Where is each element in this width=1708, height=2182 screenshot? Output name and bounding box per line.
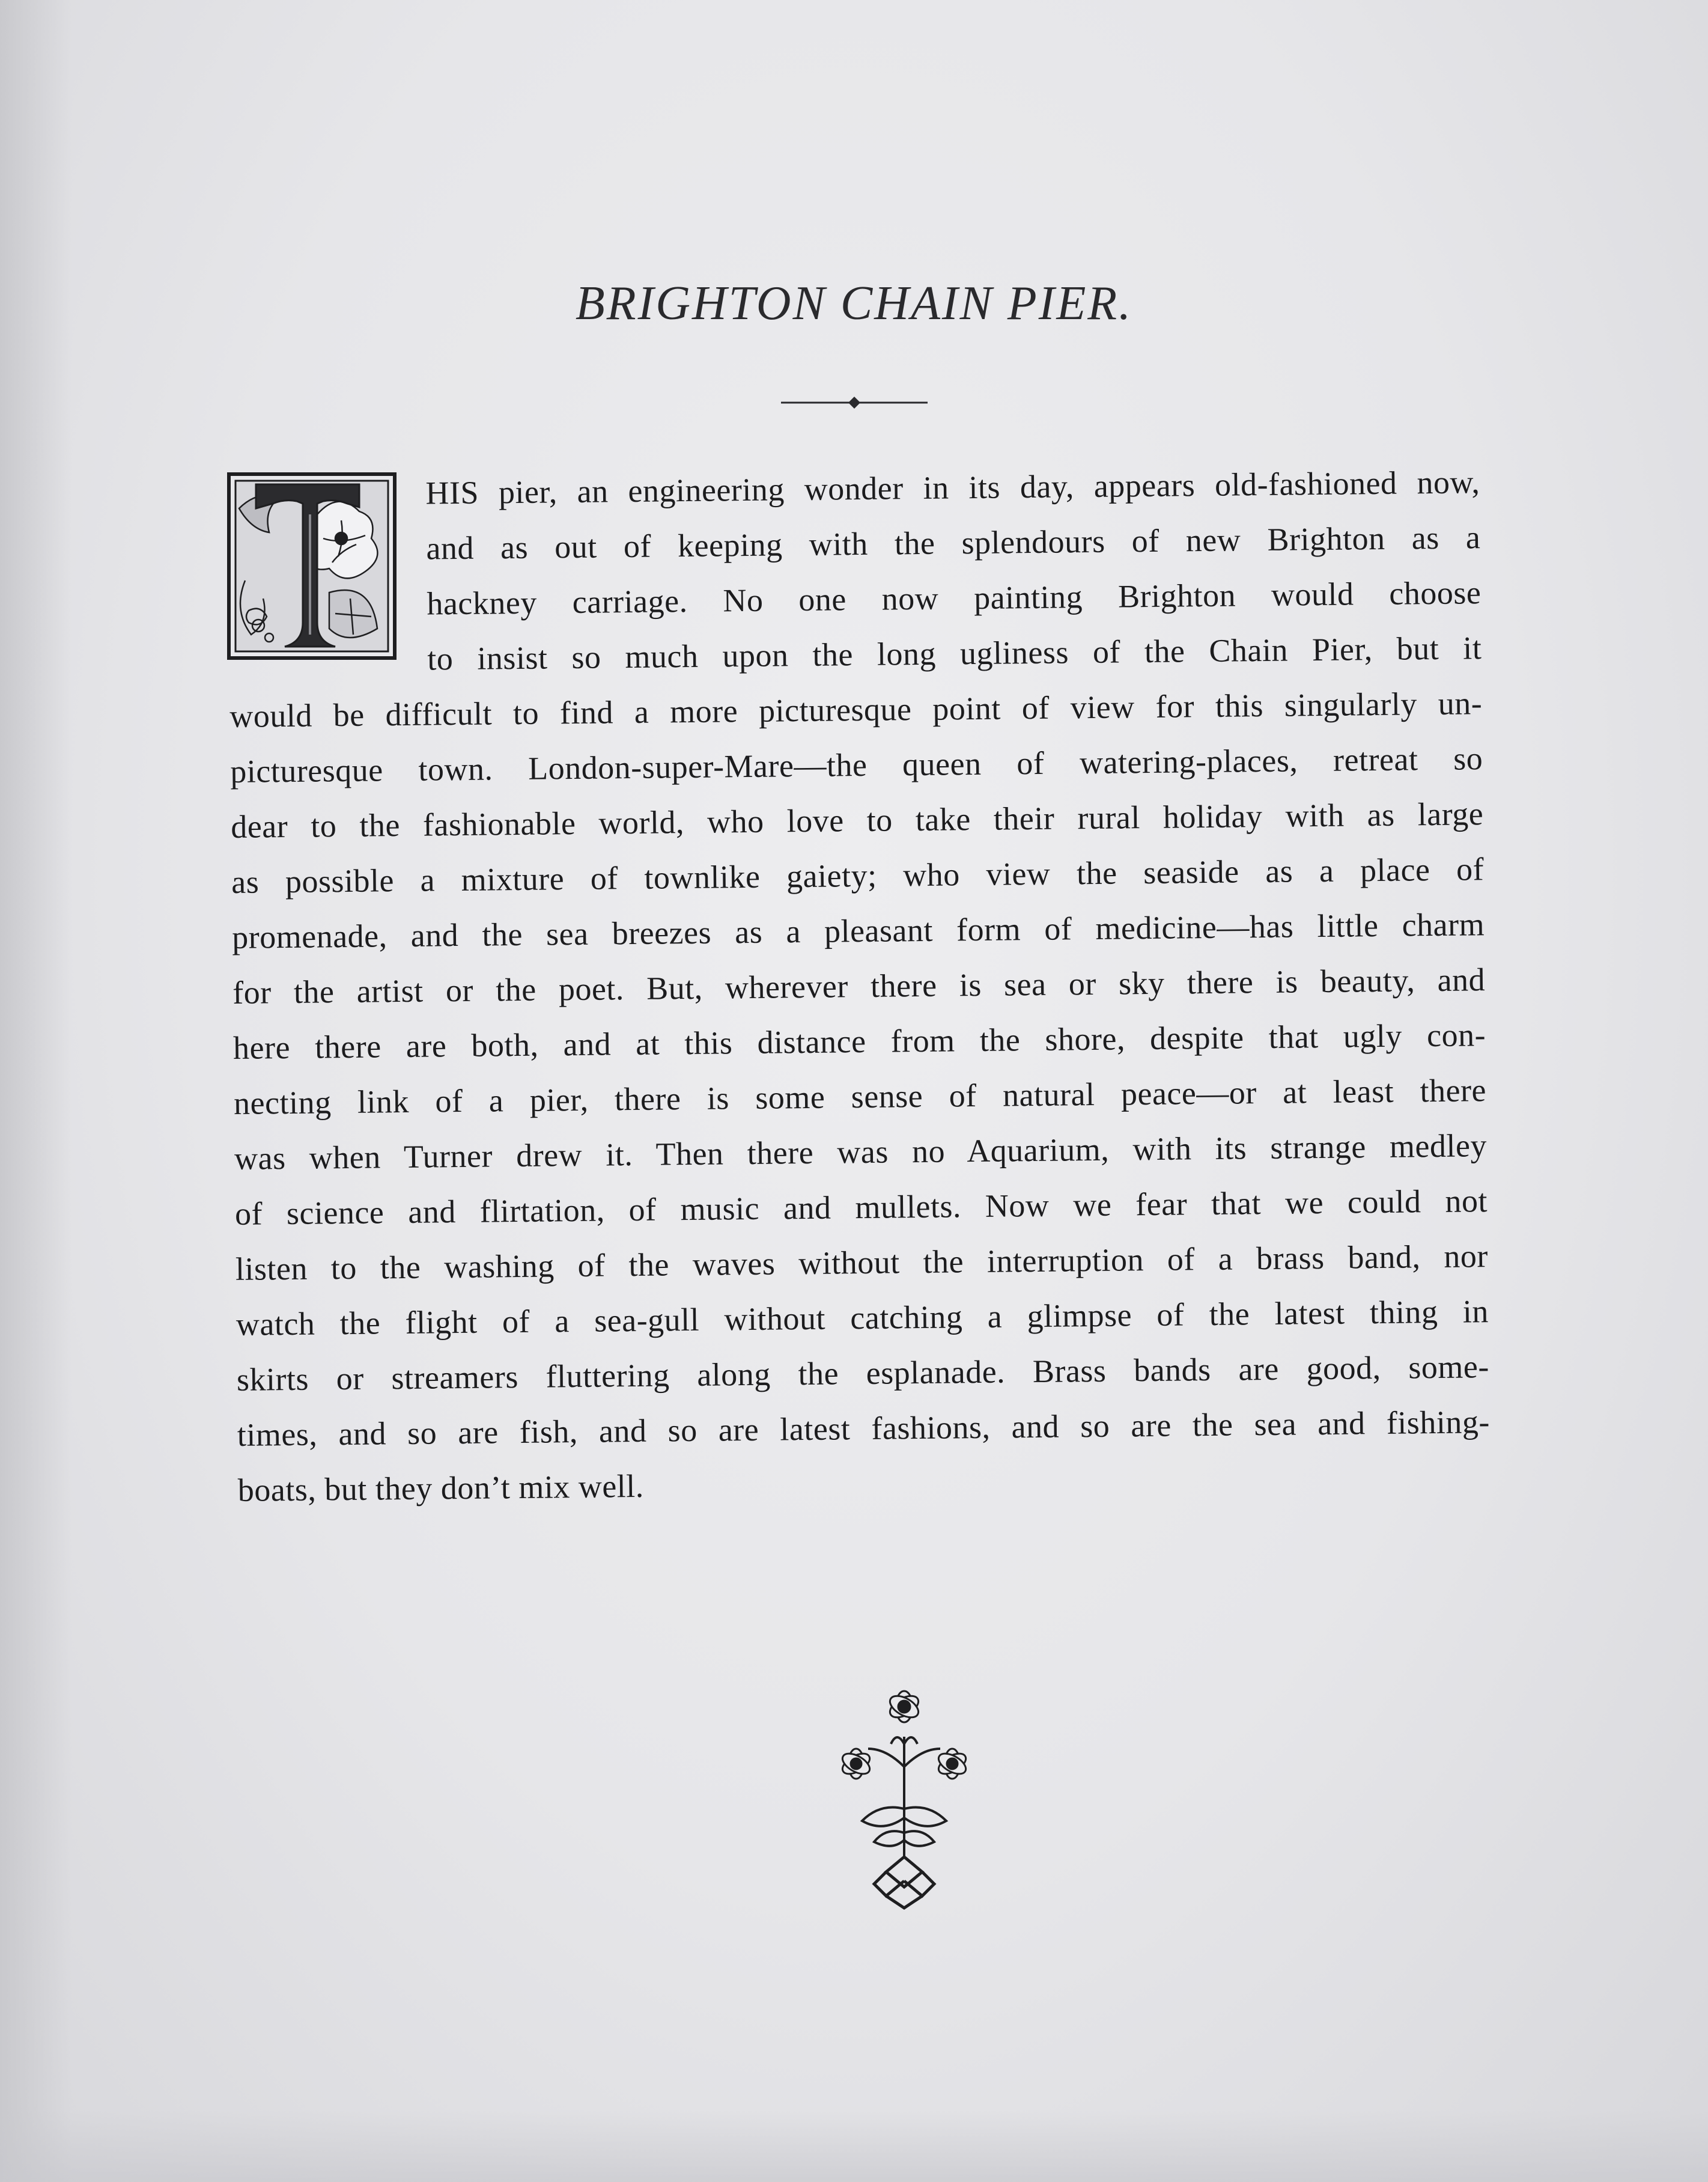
body-line: promenade, and the sea breezes as a pleasant form of medicine—has little charm — [231, 906, 1485, 955]
body-line: here there are both, and at this distance from the shore, despite that ugly con- — [232, 1017, 1486, 1066]
body-line: as possible a mixture of townlike gaiety; who view the seaside as a place of — [231, 851, 1485, 900]
body-line: was when Turner drew it. Then there was no Aquarium, with its strange medley — [234, 1127, 1488, 1177]
body-line: boats, but they don’t mix well. — [237, 1467, 645, 1508]
page-title: BRIGHTON CHAIN PIER. — [575, 277, 1133, 330]
body-line: hackney carriage. No one now painting Brighton would choose — [427, 574, 1482, 622]
title-divider-ornament — [781, 391, 928, 415]
page-bottom-shadow — [0, 2110, 1708, 2182]
body-line: picturesque town. London-super-Mare—the queen of watering-places, retreat so — [229, 740, 1483, 790]
body-line: skirts or streamers fluttering along the esplanade. Brass bands are good, some- — [236, 1349, 1490, 1398]
body-line: dear to the fashionable world, who love to take their rural holiday with as large — [230, 796, 1484, 845]
body-paragraph — [227, 454, 1491, 1518]
body-line: would be difficult to find a more picturesque point of view for this singularly un- — [229, 685, 1483, 734]
body-line: for the artist or the poet. But, wherever there is sea or sky there is beauty, and — [232, 961, 1486, 1011]
body-line: HIS pier, an engineering wonder in its day, appears old-fashioned now, — [425, 464, 1480, 511]
floral-tailpiece-ornament — [826, 1677, 982, 1911]
body-line: watch the flight of a sea-gull without catching a glimpse of the latest thing in — [236, 1293, 1489, 1342]
body-line: listen to the washing of the waves without the interruption of a brass band, nor — [235, 1238, 1489, 1287]
body-line: of science and flirtation, of music and mullets. Now we fear that we could not — [234, 1183, 1488, 1232]
body-line: and as out of keeping with the splendours of new Brighton as a — [426, 519, 1481, 567]
body-line: necting link of a pier, there is some sense of natural peace—or at least there — [233, 1072, 1487, 1121]
body-line: to insist so much upon the long ugliness of the Chain Pier, but it — [427, 630, 1482, 677]
body-line: times, and so are fish, and so are latest fashions, and so are the sea and fishing- — [237, 1404, 1491, 1453]
